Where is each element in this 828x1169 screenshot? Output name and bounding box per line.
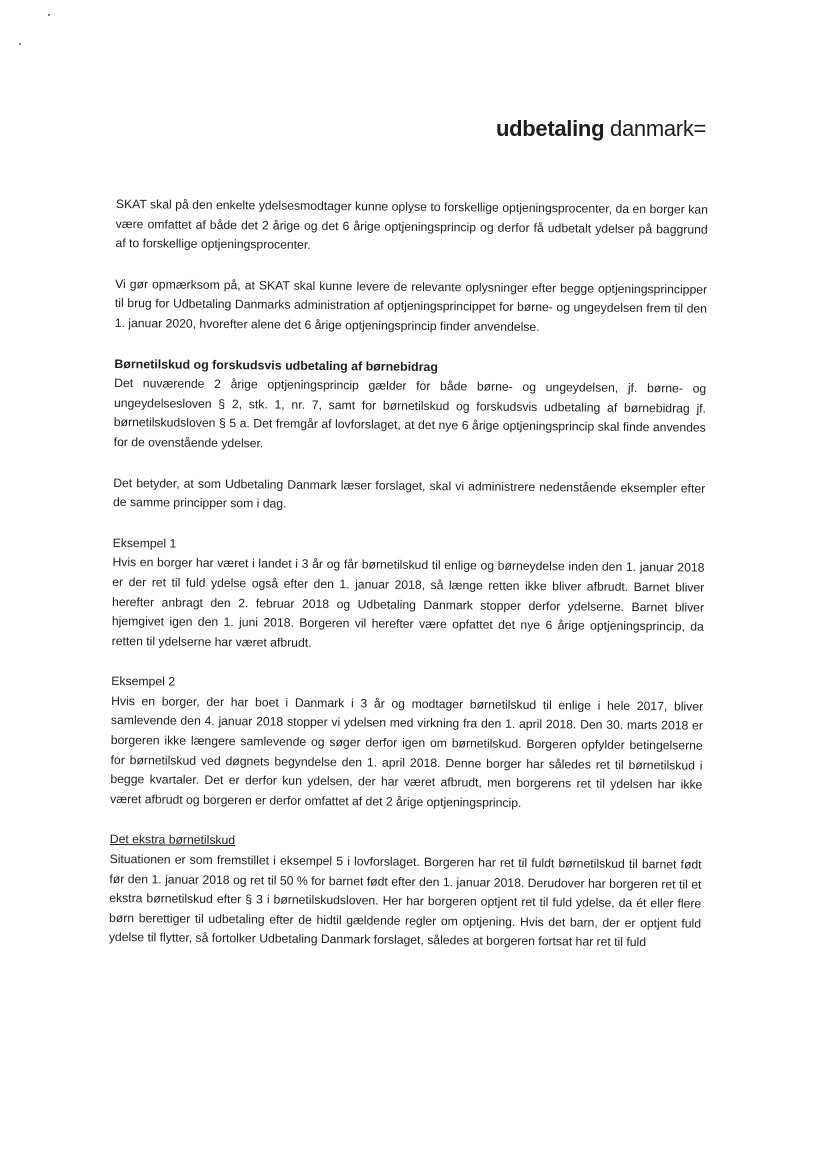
- example-2-label: Eksempel 2: [111, 674, 176, 689]
- scan-speck: [19, 43, 21, 45]
- example-1-label: Eksempel 1: [112, 535, 177, 551]
- section-heading-bornetilskud: Børnetilskud og forskudsvis udbetaling af børnebidrag: [114, 356, 439, 374]
- example-2-text: Hvis en borger, der har boet i Danmark i 3 år og modtager børnetilskud til enlige i hele 2017, bliver samlevende den 4. januar 2018 stopper vi ydelsen med virkning fra den 1. april 2018. Den 30. marts 2018 er borgeren ikke længere samlevende og søger derfor igen om børnetilskud. Borgeren opfylder betingelserne for børnetilskud ved døgnets begyndelse den 1. april 2018. Denne borger har således ret til børnetilskud i begge kvartaler. Det er derfor kun ydelsen, der har været afbrudt, men borgerens ret til ydelsen har ikke været afbrudt og borgeren er derfor omfattet af det 2 årige optjeningsprincip.: [110, 693, 704, 810]
- section-heading-ekstra-bornetilskud: Det ekstra børnetilskud: [109, 832, 236, 848]
- udbetaling-danmark-logo: [496, 116, 706, 142]
- example-1-text: Hvis en borger har været i landet i 3 år og får børnetilskud til enlige og børneydelse inden den 1. januar 2018 er der ret til fuld ydelse også efter den 1. januar 2018, så længe retten ikke bliver afbrudt. Barnet bliver herefter anbragt den 2. februar 2018 og Udbetaling Danmark stopper derfor ydelserne. Barnet bliver hjemgivet igen den 1. juni 2018. Borgeren vil herefter være opfattet det nye 6 årige optjeningsprincip, da retten til ydelserne har været afbrudt.: [111, 555, 705, 650]
- scan-speck: [48, 14, 50, 16]
- logo-bold-text: udbetaling: [496, 116, 605, 141]
- document-body: [109, 195, 708, 954]
- section1-paragraph-1: Det nuværende 2 årige optjeningsprincip gælder for både børne- og ungeydelsen, jf. børne- og ungeydelsesloven § 2, stk. 1, nr. 7, samt for børnetilskud og forskudsvis udbetaling af børnebidrag jf. børnetilskudsloven § 5 a. Det fremgår af lovforslaget, at det nye 6 årige optjeningsprincip skal finde anvendes for de ovenstående ydelser.: [113, 376, 707, 451]
- section1-paragraph-2: Det betyder, at som Udbetaling Danmark læser forslaget, skal vi administrere nedenstående eksempler efter de samme principper som i dag.: [112, 475, 706, 511]
- logo-regular-text: danmark=: [610, 116, 707, 141]
- intro-paragraph-2: Vi gør opmærksom på, at SKAT skal kunne levere de relevante oplysninger efter begge optjeningsprincipper til brug for Udbetaling Danmarks administration af optjeningsprincippet for børne- og ungeydelsen frem til den 1. januar 2020, hvorefter alene det 6 årige optjeningsprincip finder anvendelse.: [114, 276, 708, 335]
- intro-paragraph-1: SKAT skal på den enkelte ydelsesmodtager kunne oplyse to forskellige optjeningsprocenter, da en borger kan være omfattet af både det 2 årige og det 6 årige optjeningsprincip og derfor få udbetalt ydelser på baggrund af to forskellige optjeningsprocenter.: [115, 196, 708, 253]
- section2-text: Situationen er som fremstillet i eksempel 5 i lovforslaget. Borgeren har ret til fuldt børnetilskud til barnet født før den 1. januar 2018 og ret til 50 % for barnet født efter den 1. januar 2018. Derudover har borgeren ret til et ekstra børnetilskud efter § 3 i børnetilskudsloven. Her har borgeren optjent ret til fuld ydelse, da ét eller flere børn berettiger til udbetaling efter de hidtil gældende regler om optjening. Hvis det barn, der er optjent fuld ydelse til flytter, så fortolker Udbetaling Danmark forslaget, således at borgeren fortsat har ret til fuld: [108, 852, 702, 950]
